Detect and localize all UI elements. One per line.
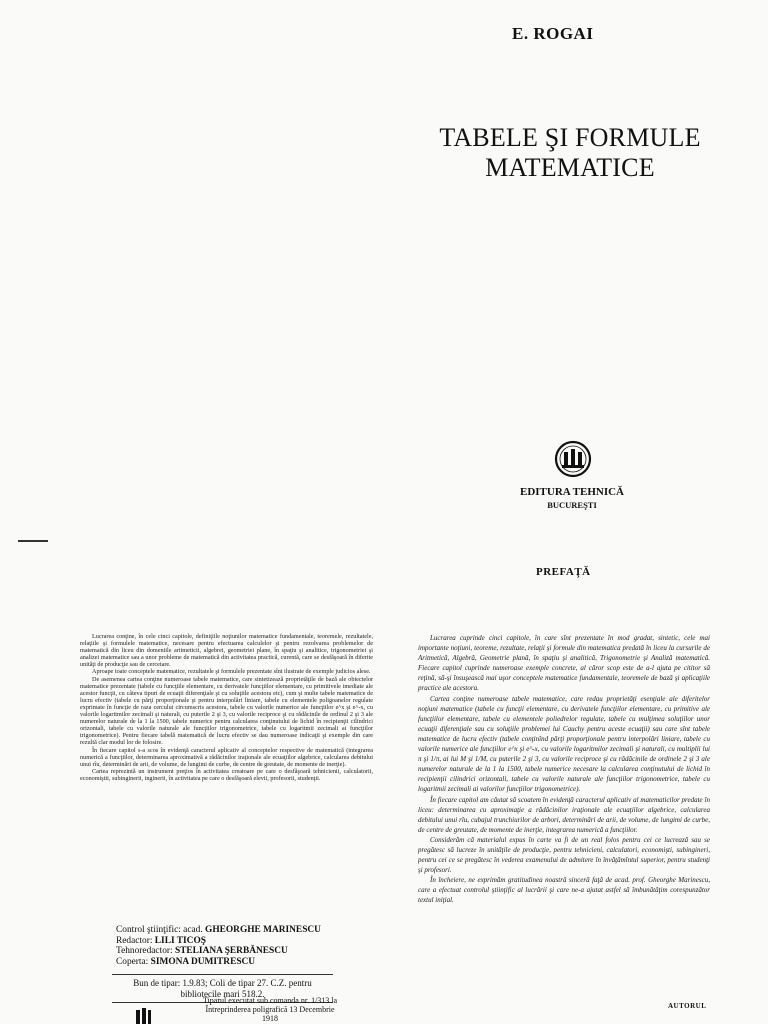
printer-logo-icon <box>134 1008 152 1024</box>
print-info: Bun de tipar: 1.9.83; Coli de tipar 27. C.Z. pentru bibliotecile mari 518.2. <box>112 974 333 1003</box>
credits-block <box>116 925 321 967</box>
credit-row-cover: Coperta: SIMONA DUMITRESCU <box>116 956 256 967</box>
credit-row-control: Control ştiinţific: acad. GHEORGHE MARINESCU <box>116 925 321 935</box>
preface-signature: AUTORUL <box>668 1002 707 1010</box>
printer-info: Tiparul executat sub comanda nr. 1/313 la Întreprinderea poligrafică 13 Decembrie 1918 <box>202 996 338 1023</box>
credit-row-tech-editor: Tehnoredactor: STELIANA ŞERBĂNESCU <box>116 946 288 957</box>
credit-row-editor: Redactor: LILI TICOŞ <box>116 935 206 946</box>
abstract-paragraph: Lucrarea conţine, în cele cinci capitole, definiţiile noţiunilor matematice fundamentale, teoremele, rezultatele, relaţiile şi formulele matematice, necesare pentru efectuarea calculelor şi pentru rezolvarea problemelor de matematică din liceu din domeniile aritmeticii, algebrei, geometriei plane, în spaţiu şi analitice, trigonometriei şi analizei matematice sau a unor probleme de matematică din activitatea practică, curentă, care se desfăşoară în diferite unităţi de producţie sau de cercetare. <box>80 633 373 669</box>
publisher <box>497 486 647 512</box>
title-line-2: MATEMATICE <box>485 153 655 182</box>
book-abstract <box>80 633 373 782</box>
preface-paragraph: În fiecare capitol am căutat să scoatem în evidenţă caracterul aplicativ al matematicilor predate în liceu: determinarea cu aproximaţie a rădăcinilor iraţionale ale ecuaţiilor algebrice, calcularea debitului unui rîu, cubajul trunchiurilor de arbori, determinări de arii, de volume, de lungimi de curbe, de centre de greutate, de momente de inerţie, integrarea numerică a funcţiilor. <box>418 795 710 834</box>
publisher-city: BUCUREŞTI <box>547 500 597 510</box>
book-title <box>420 123 720 183</box>
preface-title: PREFAŢĂ <box>536 566 591 578</box>
abstract-paragraph: De asemenea cartea conţine numeroase tabele matematice, care sintetizează proprietăţile de bază ale obiectelor matematice prezentate (tabele cu funcţiile elementare, cu derivatele funcţiilor elementare, cu primitivele imediate ale acestor funcţii, cu câteva tipuri de ecuaţii diferenţiale şi cu soluţiile acestora etc), cum şi multe tabele matematice de lucru efectiv (tabele cu părţi proporţionale şi pentru interpolări liniare, tabele cu elementele poligoanelor regulate exprimate în funcţie de raza cercului circumscris acestora, tabele cu valorile numerice ale funcţiilor e^x şi e^-x, cu valorile logaritmilor zecimali şi naturali, cu puterile 2 şi 3, cu valorile reciproce şi cu rădăcinile de ordinul 2 şi 3 ale numerelor naturale de la 1 la 1500, tabele numerice pentru calcularea conţinutului de lichid în recipienţii cilindrici orizontali, tabele cu valorile naturale ale funcţiilor trigonometrice, tabele cu logaritmii zecimali ai funcţiilor trigonometrice). Pentru fiecare tabelă matematică de lucru efectiv se dau numeroase indicaţii şi exemple din care rezultă clar modul lor de folosire. <box>80 675 373 747</box>
preface-paragraph: Considerăm că materialul expus în carte va fi de un real folos pentru cei ce lucrează sau se pregătesc să lucreze în unităţile de producţie, pentru tehnicieni, calculatori, economişti, subingineri, pentru cei ce se pregătesc în vederea examenului de admitere în învăţămîntul superior, pentru studenţi şi profesori. <box>418 835 710 875</box>
preface-paragraph: Lucrarea cuprinde cinci capitole, în care sînt prezentate în mod gradat, sintetic, cele mai importante noţiuni, teoreme, rezultate, relaţii şi formule din matematica predată în liceu la cursurile de Aritmetică, Algebră, Geometrie plană, în spaţiu şi analitică, Trigonometrie şi Analiză matematică. Fiecare capitol cuprinde numeroase exemple concrete, al căror scop este de a-l ajuta pe cititor să reţină, să-şi însuşească mai uşor conceptele matematice fundamentale, teoremele de bază şi aplicaţiile practice ale acestora. <box>418 634 710 693</box>
preface-text <box>418 633 710 906</box>
margin-mark <box>18 540 48 542</box>
title-line-1: TABELE ŞI FORMULE <box>439 123 701 152</box>
abstract-paragraph: Aproape toate conceptele matematice, rezultatele şi formulele prezentate sînt ilustrate de exemple judicios alese. <box>92 668 371 676</box>
publisher-name: EDITURA TEHNICĂ <box>519 486 625 498</box>
preface-paragraph: În încheiere, ne exprimăm gratitudinea noastră sinceră faţă de acad. prof. Gheorghe Marinescu, care a efectuat controlul ştiinţific al lucrării şi care ne-a ajutat astfel să îmbunătăţim corespunzător textul iniţial. <box>418 876 710 905</box>
publisher-logo-icon <box>554 440 592 478</box>
book-author: E. ROGAI <box>512 24 594 43</box>
abstract-paragraph: Cartea reprezintă un instrument preţios în activitatea creatoare pe care o desfăşoară tehnicienii, calculatorii, economiştii, subinginerii, inginerii, în activitatea pe care o desfăşoară elevii, profesorii, studenţii. <box>80 767 373 782</box>
abstract-paragraph: În fiecare capitol s-a scos în evidenţă caracterul aplicativ al conceptelor respective de matematică (integrarea numerică a funcţiilor, determinarea aproximativă a rădăcinilor iraţionale ale ecuaţiilor algebrice, calcularea debitului unui rîu, determinări de arii, de volume, de lungimi de curbe, de centre de greutate, de momente de inerţie). <box>80 746 373 768</box>
preface-paragraph: Cartea conţine numeroase tabele matematice, care redau proprietăţi esenţiale ale diferitelor noţiuni matematice (tabele cu funcţii elementare, cu derivatele funcţiilor elementare, cu primitive ale funcţiilor elementare, tabele cu elementele poliedrelor regulate, tabele cu mulţimea soluţiilor unor ecuaţii diferenţiale sau cu soluţiile problemei lui Cauchy pentru aceste ecuaţii) sau care sînt tabele matematice de lucru efectiv (tabele conţinînd părţi proporţionale pentru interpolări liniare, tabele cu valorile numerice ale funcţiilor e^x şi e^-x, cu valorile logaritmilor zecimali şi naturali, cu multiplii lui π şi 1/π, ai lui M şi 1/M, cu puterile 2 şi 3, cu valorile reciproce şi cu rădăcinile de ordinele 2 şi 3 ale numerelor naturale de la 1 la 1500, tabele numerice necesare la calcularea conţinutului de lichid în recipienţii cilindrici orizontali, tabele cu valorile naturale ale funcţiilor trigonometrice, tabele cu logaritmii zecimali ai valorilor funcţiilor trigonometrice). <box>418 694 710 794</box>
